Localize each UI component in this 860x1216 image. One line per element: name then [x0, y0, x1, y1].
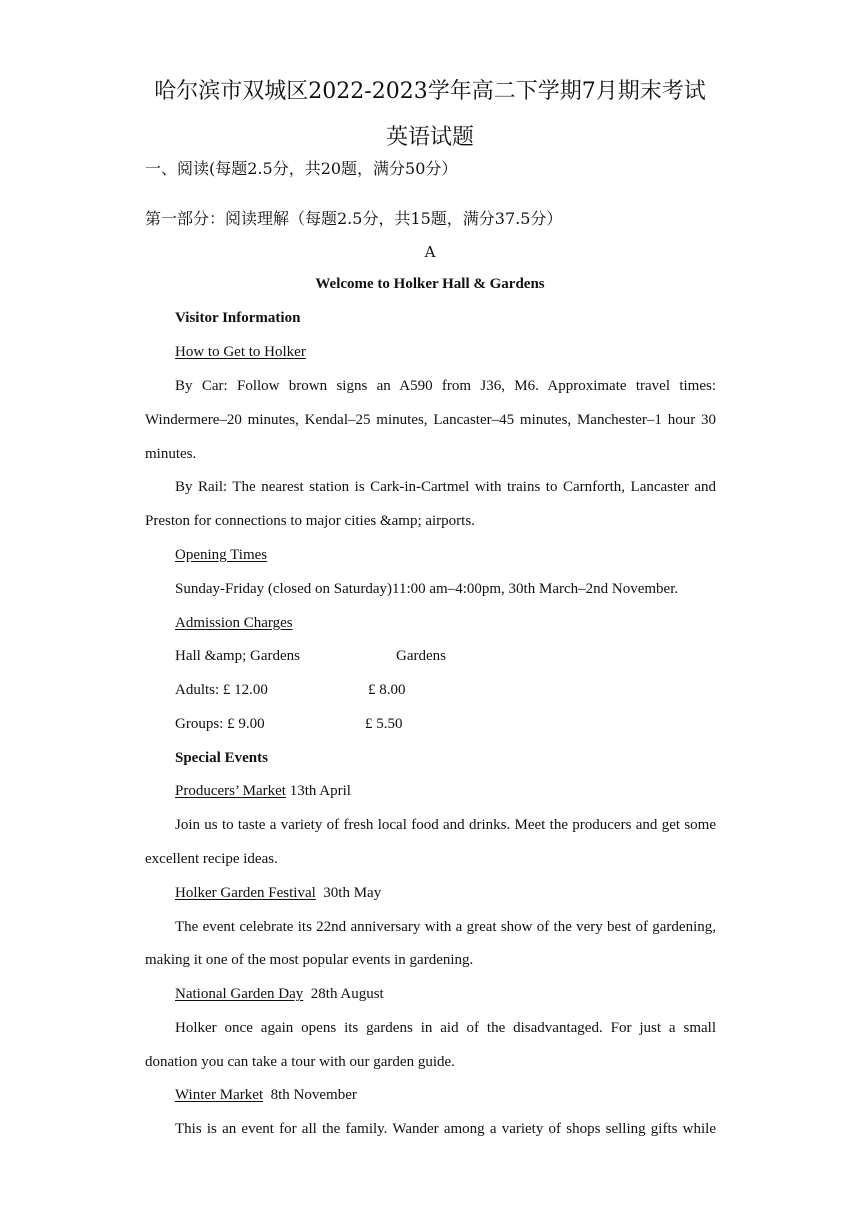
- document-title-line1: 哈尔滨市双城区2022-2023学年高二下学期7月期末考试: [154, 79, 706, 104]
- event-desc-line2: excellent recipe ideas.: [145, 851, 278, 867]
- how-to-get-heading: How to Get to Holker: [175, 344, 306, 360]
- admission-column-2: Gardens: [396, 648, 446, 664]
- event-date: 13th April: [289, 783, 351, 799]
- event-heading: [175, 986, 384, 1003]
- event-heading: [175, 783, 351, 800]
- section-heading: 第一部分：阅读理解（每题2.5分，共15题，满分37.5分）: [145, 209, 563, 228]
- by-car-line2: Windermere–20 minutes, Kendal–25 minutes, Lancaster–45 minutes, Manchester–1 hour 30: [145, 412, 716, 428]
- event-name: Holker Garden Festival: [175, 885, 316, 901]
- by-rail-line2: Preston for connections to major cities &amp; airports.: [145, 513, 475, 529]
- event-desc-line1: Join us to taste a variety of fresh local food and drinks. Meet the producers and get some: [175, 817, 716, 833]
- opening-times-text: Sunday-Friday (closed on Saturday)11:00 am–4:00pm, 30th March–2nd November.: [175, 581, 679, 597]
- event-date: 28th August: [310, 986, 384, 1002]
- admission-groups-label: Groups: £ 9.00: [175, 716, 265, 732]
- special-events-heading: Special Events: [175, 750, 268, 766]
- opening-times-heading: Opening Times: [175, 547, 268, 563]
- event-desc-line2: making it one of the most popular events in gardening.: [145, 952, 474, 968]
- admission-adults-value: £ 8.00: [368, 682, 406, 698]
- by-rail-line1: By Rail: The nearest station is Cark-in-Cartmel with trains to Carnforth, Lancaster and: [175, 479, 716, 495]
- event-date: 8th November: [270, 1087, 357, 1103]
- by-car-line3: minutes.: [145, 446, 197, 462]
- passage-title: Welcome to Holker Hall & Gardens: [315, 276, 545, 292]
- event-heading: [175, 885, 381, 902]
- document-title-line2: 英语试题: [385, 125, 474, 150]
- admission-column-1: Hall &amp; Gardens: [175, 648, 300, 664]
- admission-heading: Admission Charges: [175, 615, 293, 631]
- admission-groups-value: £ 5.50: [365, 716, 403, 732]
- event-name: National Garden Day: [175, 986, 304, 1002]
- by-car-line1: By Car: Follow brown signs an A590 from J36, M6. Approximate travel times:: [175, 378, 716, 394]
- admission-adults-label: Adults: £ 12.00: [175, 682, 268, 698]
- event-desc-line2: donation you can take a tour with our garden guide.: [145, 1054, 455, 1070]
- event-heading: [175, 1087, 357, 1104]
- part-one-heading: 一、阅读(每题2.5分，共20题，满分50分）: [145, 159, 458, 178]
- event-date: 30th May: [323, 885, 382, 901]
- event-desc-line1: This is an event for all the family. Wander among a variety of shops selling gifts while: [175, 1121, 716, 1137]
- passage-label: A: [424, 243, 436, 261]
- event-desc-line1: Holker once again opens its gardens in aid of the disadvantaged. For just a small: [175, 1020, 716, 1036]
- event-desc-line1: The event celebrate its 22nd anniversary with a great show of the very best of gardening,: [175, 919, 716, 935]
- event-name: Producers’ Market: [175, 783, 286, 799]
- visitor-info-heading: Visitor Information: [175, 310, 301, 326]
- event-name: Winter Market: [175, 1087, 264, 1103]
